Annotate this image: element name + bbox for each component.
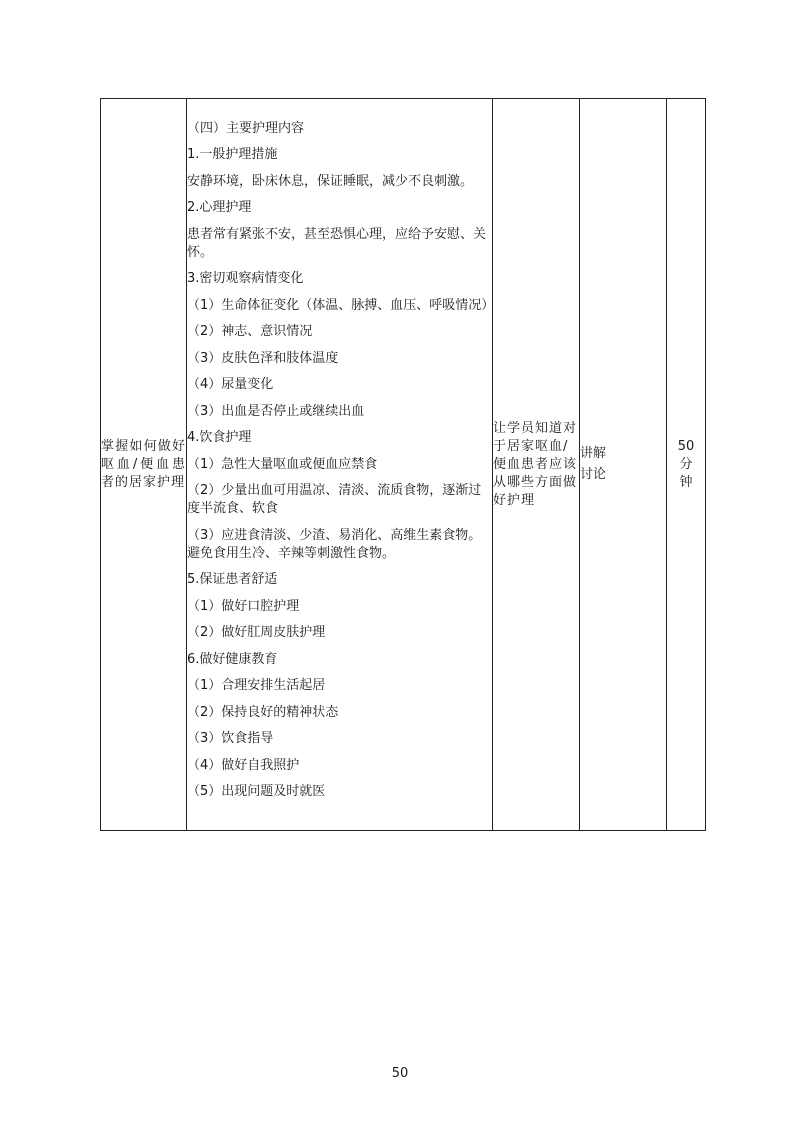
duration-cell [667,99,706,831]
duration-unit-char: 分 [679,456,693,472]
content-line: （4）做好自我照护 [187,757,300,773]
content-line: （2）做好肛周皮肤护理 [187,625,326,640]
content-line: （1）急性大量呕血或便血应禁食 [187,456,378,472]
content-line: 4.饮食护理 [187,430,252,445]
content-line: （2）保持良好的精神状态 [187,704,339,720]
content-line: （2）神志、意识情况 [187,324,313,339]
purpose-cell: 让学员知道对于居家呕血/便血患者应该从哪些方面做好护理 [493,99,580,831]
method-item: 讨论 [580,467,607,482]
content-line: （4）尿量变化 [187,377,274,392]
content-line: （1）合理安排生活起居 [187,678,326,693]
content-line: 安静环境，卧床休息，保证睡眠，减少不良刺激。 [187,173,474,189]
duration-unit-char: 钟 [679,474,693,490]
duration-value: 50 [677,438,695,454]
objective-cell: 掌握如何做好呕血/便血患者的居家护理 [101,99,187,831]
page-number: 50 [391,1066,409,1081]
content-line: 1.一般护理措施 [187,147,278,162]
content-line: （3）应进食清淡、少渣、易消化、高维生素食物。避免食用生冷、辛辣等刺激性食物。 [187,527,482,561]
method-item: 讲解 [580,446,607,461]
lesson-plan-table [100,98,706,831]
content-line: （3）皮肤色泽和肢体温度 [187,350,339,366]
content-line: （1）做好口腔护理 [187,598,300,614]
table-row [101,99,706,831]
method-cell [580,99,667,831]
content-line: （2）少量出血可用温凉、清淡、流质食物，逐渐过度半流食、软食 [187,483,482,516]
content-line: （四）主要护理内容 [187,120,305,136]
content-line: 患者常有紧张不安，甚至恐惧心理，应给予安慰、关怀。 [187,226,487,260]
content-cell [187,99,493,831]
content-line: 5.保证患者舒适 [187,572,278,587]
content-line: 2.心理护理 [187,200,252,215]
content-line: （5）出现问题及时就医 [187,784,326,799]
content-line: 3.密切观察病情变化 [187,271,304,286]
content-line: （3）饮食指导 [187,731,274,746]
content-line: （1）生命体征变化（体温、脉搏、血压、呼吸情况） [187,297,495,313]
content-line: 6.做好健康教育 [187,651,278,667]
content-line: （3）出血是否停止或继续出血 [187,403,365,419]
